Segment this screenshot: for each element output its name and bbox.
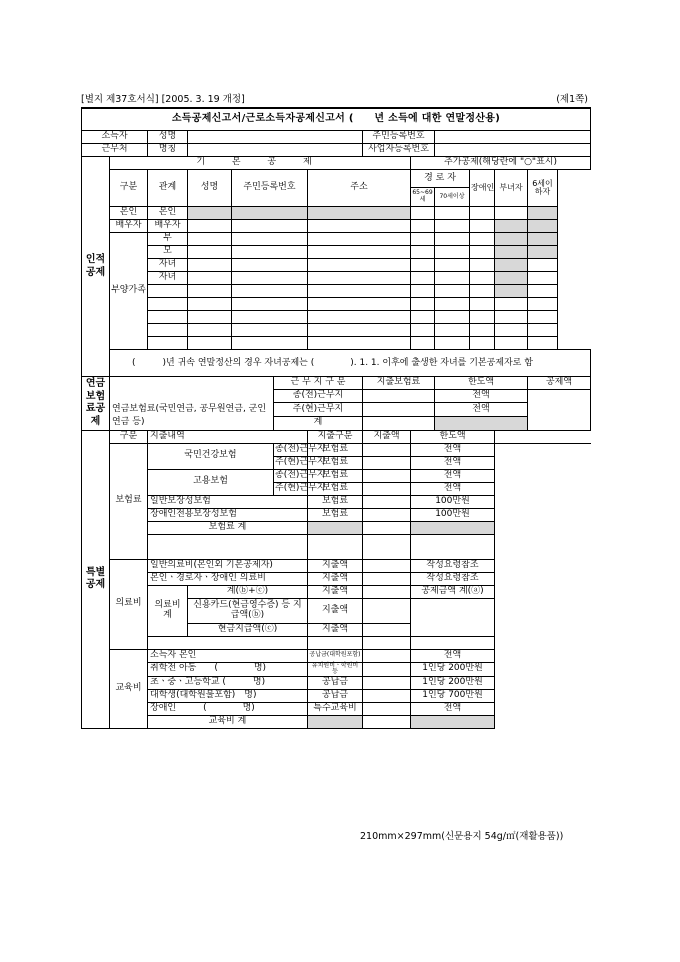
health-curr-limit: 전액	[411, 456, 495, 469]
personal-deduction-section: 인적공제	[82, 157, 110, 377]
insurance-label: 보험료	[110, 443, 148, 559]
ins-blank-limit	[411, 534, 495, 547]
edu-preschool-amount[interactable]	[363, 662, 411, 676]
dep-address[interactable]	[308, 259, 411, 272]
edu-college-amount[interactable]	[363, 689, 411, 702]
health-curr-amount[interactable]	[363, 456, 411, 469]
dep-woman-head	[495, 285, 528, 298]
form-title: 소득공제신고서/근로소득자공제신고서 ( 년 소득에 대한 연말정산용)	[82, 108, 591, 131]
pension-blank	[110, 377, 274, 403]
workplace-label: 근무처	[82, 144, 148, 157]
dep-age65[interactable]	[411, 246, 435, 259]
dep-name[interactable]	[188, 324, 232, 337]
edu-college-limit: 1인당 700만원	[411, 689, 495, 702]
relation-self: 본인	[148, 207, 188, 220]
dep-age65[interactable]	[411, 285, 435, 298]
dep-relation[interactable]	[148, 298, 188, 311]
pension-section: 연금보험료공제	[82, 377, 110, 431]
edu-school-kind: 공납금	[308, 676, 363, 689]
med-sum-label: 계(ⓑ+ⓒ)	[188, 585, 308, 598]
med-card-amount[interactable]	[363, 598, 411, 623]
type-spouse: 배우자	[110, 220, 148, 233]
education-label: 교육비	[110, 649, 148, 728]
sp-header-blank	[495, 430, 591, 443]
dep-disabled[interactable]	[470, 246, 495, 259]
dep-age70[interactable]	[435, 246, 470, 259]
pension-total-limit	[435, 416, 528, 430]
employment-prev-kind: 보험료	[308, 469, 363, 482]
pension-col-work: 근 무 지 구 분	[274, 377, 363, 390]
edu-school: 초ㆍ중ㆍ고등학교 ( 명)	[148, 676, 308, 689]
dep-address[interactable]	[308, 337, 411, 350]
age70-header: 70세이상	[435, 187, 470, 206]
med-subtotal-label: 의료비 계	[148, 585, 188, 636]
dep-age65[interactable]	[411, 233, 435, 246]
insurance-total-kind	[308, 521, 363, 534]
dep-name[interactable]	[188, 272, 232, 285]
dep-resident-no[interactable]	[232, 246, 308, 259]
dep-name[interactable]	[188, 311, 232, 324]
dep-age65[interactable]	[411, 259, 435, 272]
type-self: 본인	[110, 207, 148, 220]
employment-insurance: 고용보험	[148, 469, 274, 495]
ins-blank-limit2	[411, 547, 495, 560]
edu-preschool-kind: 유치원비ㆍ학원비 등	[308, 662, 363, 676]
dep-address[interactable]	[308, 298, 411, 311]
sp-col-limit: 한도액	[411, 430, 495, 443]
business-no-label: 사업자등록번호	[363, 144, 435, 157]
dep-woman-head[interactable]	[495, 298, 528, 311]
dep-woman-head[interactable]	[495, 324, 528, 337]
dep-child6[interactable]	[528, 311, 558, 324]
relation-mother: 모	[148, 246, 188, 259]
pension-curr-paid[interactable]	[363, 403, 435, 417]
dep-child6[interactable]	[528, 272, 558, 285]
pension-total-label: 계	[274, 416, 363, 430]
disabled-ins-kind: 보험료	[308, 508, 363, 521]
dep-age70[interactable]	[435, 285, 470, 298]
edu-school-amount[interactable]	[363, 676, 411, 689]
additional-deduction-header: 추가공제(해당란에 "○"표시)	[411, 157, 591, 170]
dep-disabled[interactable]	[470, 298, 495, 311]
employment-prev: 종(전)근무지	[274, 469, 308, 482]
dep-woman-head[interactable]	[495, 311, 528, 324]
relation-father: 부	[148, 233, 188, 246]
dep-address[interactable]	[308, 233, 411, 246]
dep-woman-head	[495, 272, 528, 285]
dep-age65[interactable]	[411, 272, 435, 285]
insurance-total-label: 보험료 계	[148, 521, 308, 534]
child-deduction-note: ( )년 귀속 연말정산의 경우 자녀공제는 ( ). 1. 1. 이후에 출생한 자녀를 기본공제자로 함	[110, 350, 591, 377]
ins-blank-amount2	[363, 547, 411, 560]
self-woman-head[interactable]	[495, 207, 528, 220]
dep-age70[interactable]	[435, 324, 470, 337]
dep-resident-no[interactable]	[232, 259, 308, 272]
edu-school-limit: 1인당 200만원	[411, 676, 495, 689]
dep-resident-no[interactable]	[232, 298, 308, 311]
col-name: 성명	[188, 170, 232, 207]
ins-blank-row	[148, 534, 308, 547]
dep-resident-no[interactable]	[232, 285, 308, 298]
edu-disabled-limit: 전액	[411, 702, 495, 715]
dep-address[interactable]	[308, 246, 411, 259]
dep-disabled[interactable]	[470, 324, 495, 337]
pension-total-paid[interactable]	[363, 416, 435, 430]
earner-label: 소득자	[82, 131, 148, 144]
employment-curr: 주(현)근무지	[274, 482, 308, 495]
dep-child6	[528, 233, 558, 246]
employment-curr-limit: 전액	[411, 482, 495, 495]
dep-resident-no[interactable]	[232, 233, 308, 246]
med-blank-amount	[363, 636, 411, 649]
company-name-field[interactable]	[188, 144, 363, 157]
paper-spec: 210mm×297mm(신문용지 54g/㎡(재활용품))	[360, 831, 564, 842]
dep-name[interactable]	[188, 246, 232, 259]
sp-col-amount: 지출액	[363, 430, 411, 443]
relation-child: 자녀	[148, 259, 188, 272]
dep-woman-head	[495, 246, 528, 259]
edu-total-limit	[411, 715, 495, 728]
relation-child: 자녀	[148, 272, 188, 285]
col-address: 주소	[308, 170, 411, 207]
business-no-field[interactable]	[435, 144, 591, 157]
edu-college-kind: 공납금	[308, 689, 363, 702]
edu-self-kind: 공납금(대학원포함)	[308, 649, 363, 662]
insurance-total-amount[interactable]	[363, 521, 411, 534]
edu-disabled: 장애인 ( 명)	[148, 702, 308, 715]
dep-relation[interactable]	[148, 285, 188, 298]
employment-curr-kind: 보험료	[308, 482, 363, 495]
health-insurance: 국민건강보험	[148, 443, 274, 469]
med-self-amount[interactable]	[363, 572, 411, 585]
col-type: 구분	[110, 170, 148, 207]
company-name-label: 명칭	[148, 144, 188, 157]
pension-col-paid: 지출보험료	[363, 377, 435, 390]
medical-label: 의료비	[110, 559, 148, 649]
dep-child6[interactable]	[528, 285, 558, 298]
dep-age65[interactable]	[411, 337, 435, 350]
senior-header: 경 로 자	[411, 170, 470, 188]
med-cash: 현금지급액(ⓒ)	[188, 623, 308, 636]
pension-curr-work: 주(현)근무지	[274, 403, 363, 417]
ins-blank-row2	[148, 547, 308, 560]
dep-child6[interactable]	[528, 337, 558, 350]
dep-disabled[interactable]	[470, 233, 495, 246]
dep-name[interactable]	[188, 259, 232, 272]
earner-name-field[interactable]	[188, 131, 363, 144]
page-number: (제1쪽)	[556, 94, 588, 105]
dep-resident-no[interactable]	[232, 324, 308, 337]
dep-resident-no[interactable]	[232, 337, 308, 350]
dep-disabled[interactable]	[470, 259, 495, 272]
health-prev-kind: 보험료	[308, 443, 363, 456]
dep-address[interactable]	[308, 324, 411, 337]
health-curr: 주(현)근무지	[274, 456, 308, 469]
form-number: [별지 제37호서식] [2005. 3. 19 개정]	[81, 94, 245, 105]
dep-woman-head	[495, 259, 528, 272]
general-kind: 보험료	[308, 495, 363, 508]
dep-address[interactable]	[308, 272, 411, 285]
resident-no-field[interactable]	[435, 131, 591, 144]
general-limit: 100만원	[411, 495, 495, 508]
med-self-kind: 지출액	[308, 572, 363, 585]
dep-age70[interactable]	[435, 233, 470, 246]
med-cash-kind: 지출액	[308, 623, 363, 636]
dep-age70[interactable]	[435, 311, 470, 324]
basic-deduction-header: 기 본 공 제	[110, 157, 411, 170]
special-right-blank	[495, 443, 591, 728]
insurance-total-limit	[411, 521, 495, 534]
edu-total-label: 교육비 계	[148, 715, 308, 728]
ins-blank-kind	[308, 534, 363, 547]
deduction-form	[81, 107, 591, 729]
dep-woman-head	[495, 233, 528, 246]
med-cash-amount[interactable]	[363, 623, 411, 636]
med-card: 신용카드(현금영수증) 등 지급액(ⓑ)	[188, 598, 308, 623]
dep-name[interactable]	[188, 298, 232, 311]
spouse-name[interactable]	[188, 220, 232, 233]
med-general-amount[interactable]	[363, 559, 411, 572]
health-prev-limit: 전액	[411, 443, 495, 456]
spouse-age70[interactable]	[435, 220, 470, 233]
name-label: 성명	[148, 131, 188, 144]
dep-age65[interactable]	[411, 298, 435, 311]
dep-child6[interactable]	[528, 298, 558, 311]
self-disabled[interactable]	[470, 207, 495, 220]
spouse-child6	[528, 220, 558, 233]
age65-header: 65~69세	[411, 187, 435, 206]
pension-deduction-field[interactable]	[528, 390, 591, 431]
dep-address[interactable]	[308, 311, 411, 324]
general-insurance: 일반보장성보험	[148, 495, 308, 508]
pension-prev-work: 종(전)근무지	[274, 390, 363, 403]
disabled-ins-limit: 100만원	[411, 508, 495, 521]
dep-woman-head[interactable]	[495, 337, 528, 350]
edu-preschool: 취학전 아동 ( 명)	[148, 662, 308, 676]
dep-age70[interactable]	[435, 272, 470, 285]
edu-self-amount[interactable]	[363, 649, 411, 662]
med-general-kind: 지출액	[308, 559, 363, 572]
health-prev-amount[interactable]	[363, 443, 411, 456]
dep-relation[interactable]	[148, 324, 188, 337]
edu-disabled-amount[interactable]	[363, 702, 411, 715]
med-blank-limit	[411, 636, 495, 649]
dep-resident-no[interactable]	[232, 272, 308, 285]
dep-age65[interactable]	[411, 324, 435, 337]
dep-child6	[528, 246, 558, 259]
special-deduction-section: 특별공제	[82, 430, 110, 728]
med-general: 일반의료비(본인외 기본공제자)	[148, 559, 308, 572]
pension-prev-limit: 전액	[435, 390, 528, 403]
edu-self-limit: 전액	[411, 649, 495, 662]
general-amount[interactable]	[363, 495, 411, 508]
ins-blank-amount	[363, 534, 411, 547]
pension-curr-limit: 전액	[435, 403, 528, 417]
disabled-ins-amount[interactable]	[363, 508, 411, 521]
spouse-age65[interactable]	[411, 220, 435, 233]
child6-header: 6세이하자	[528, 170, 558, 207]
dep-age65[interactable]	[411, 311, 435, 324]
edu-preschool-limit: 1인당 200만원	[411, 662, 495, 676]
dep-age70[interactable]	[435, 337, 470, 350]
pension-col-deduction: 공제액	[528, 377, 591, 390]
self-age70[interactable]	[435, 207, 470, 220]
dep-name[interactable]	[188, 285, 232, 298]
employment-prev-amount[interactable]	[363, 469, 411, 482]
disabled-insurance: 장애인전용보장성보험	[148, 508, 308, 521]
health-curr-kind: 보험료	[308, 456, 363, 469]
pension-prev-paid[interactable]	[363, 390, 435, 403]
dep-relation[interactable]	[148, 337, 188, 350]
dep-disabled[interactable]	[470, 285, 495, 298]
ins-blank-kind2	[308, 547, 363, 560]
dep-address[interactable]	[308, 285, 411, 298]
med-deduct-total: 공제금액 계(ⓐ)	[411, 585, 495, 598]
col-resident-no: 주민등록번호	[232, 170, 308, 207]
dependents-label: 부양가족	[110, 233, 148, 350]
spouse-resident-no[interactable]	[232, 220, 308, 233]
employment-curr-amount[interactable]	[363, 482, 411, 495]
med-self: 본인ㆍ경로자ㆍ장애인 의료비	[148, 572, 308, 585]
dep-disabled[interactable]	[470, 337, 495, 350]
med-blank-kind	[308, 636, 363, 649]
dep-name[interactable]	[188, 233, 232, 246]
spouse-address[interactable]	[308, 220, 411, 233]
col-relation: 관계	[148, 170, 188, 207]
sp-col-type: 구분	[110, 430, 148, 443]
self-resident-cell	[232, 207, 308, 220]
self-address-cell	[308, 207, 411, 220]
health-prev: 종(전)근무지	[274, 443, 308, 456]
dep-resident-no[interactable]	[232, 311, 308, 324]
spouse-woman-head	[495, 220, 528, 233]
self-age65[interactable]	[411, 207, 435, 220]
med-self-limit: 작성요령참조	[411, 572, 495, 585]
pension-item: 연금보험료(국민연금, 공무원연금, 군인연금 등)	[110, 403, 274, 431]
sp-col-item: 지출내역	[148, 430, 308, 443]
pension-col-limit: 한도액	[435, 377, 528, 390]
dep-child6[interactable]	[528, 324, 558, 337]
self-name-cell	[188, 207, 232, 220]
resident-no-label: 주민등록번호	[363, 131, 435, 144]
self-child6	[528, 207, 558, 220]
dep-age70[interactable]	[435, 259, 470, 272]
dep-disabled[interactable]	[470, 272, 495, 285]
edu-total-kind	[308, 715, 363, 728]
dep-name[interactable]	[188, 337, 232, 350]
dep-child6[interactable]	[528, 259, 558, 272]
disabled-header: 장애인	[470, 170, 495, 207]
edu-total-amount[interactable]	[363, 715, 411, 728]
edu-self: 소득자 본인	[148, 649, 308, 662]
med-sum-kind: 지출액	[308, 585, 363, 598]
dep-age70[interactable]	[435, 298, 470, 311]
med-card-kind: 지출액	[308, 598, 363, 623]
med-blank	[148, 636, 308, 649]
edu-college: 대학생(대학원불포함) 명)	[148, 689, 308, 702]
woman-head-header: 부녀자	[495, 170, 528, 207]
sp-col-kind: 지출구분	[308, 430, 363, 443]
med-sum-amount[interactable]	[363, 585, 411, 598]
employment-prev-limit: 전액	[411, 469, 495, 482]
edu-disabled-kind: 특수교육비	[308, 702, 363, 715]
med-deduct-field[interactable]	[411, 598, 495, 636]
med-general-limit: 작성요령참조	[411, 559, 495, 572]
dep-relation[interactable]	[148, 311, 188, 324]
relation-spouse: 배우자	[148, 220, 188, 233]
spouse-disabled[interactable]	[470, 220, 495, 233]
form-header	[81, 91, 590, 105]
dep-disabled[interactable]	[470, 311, 495, 324]
